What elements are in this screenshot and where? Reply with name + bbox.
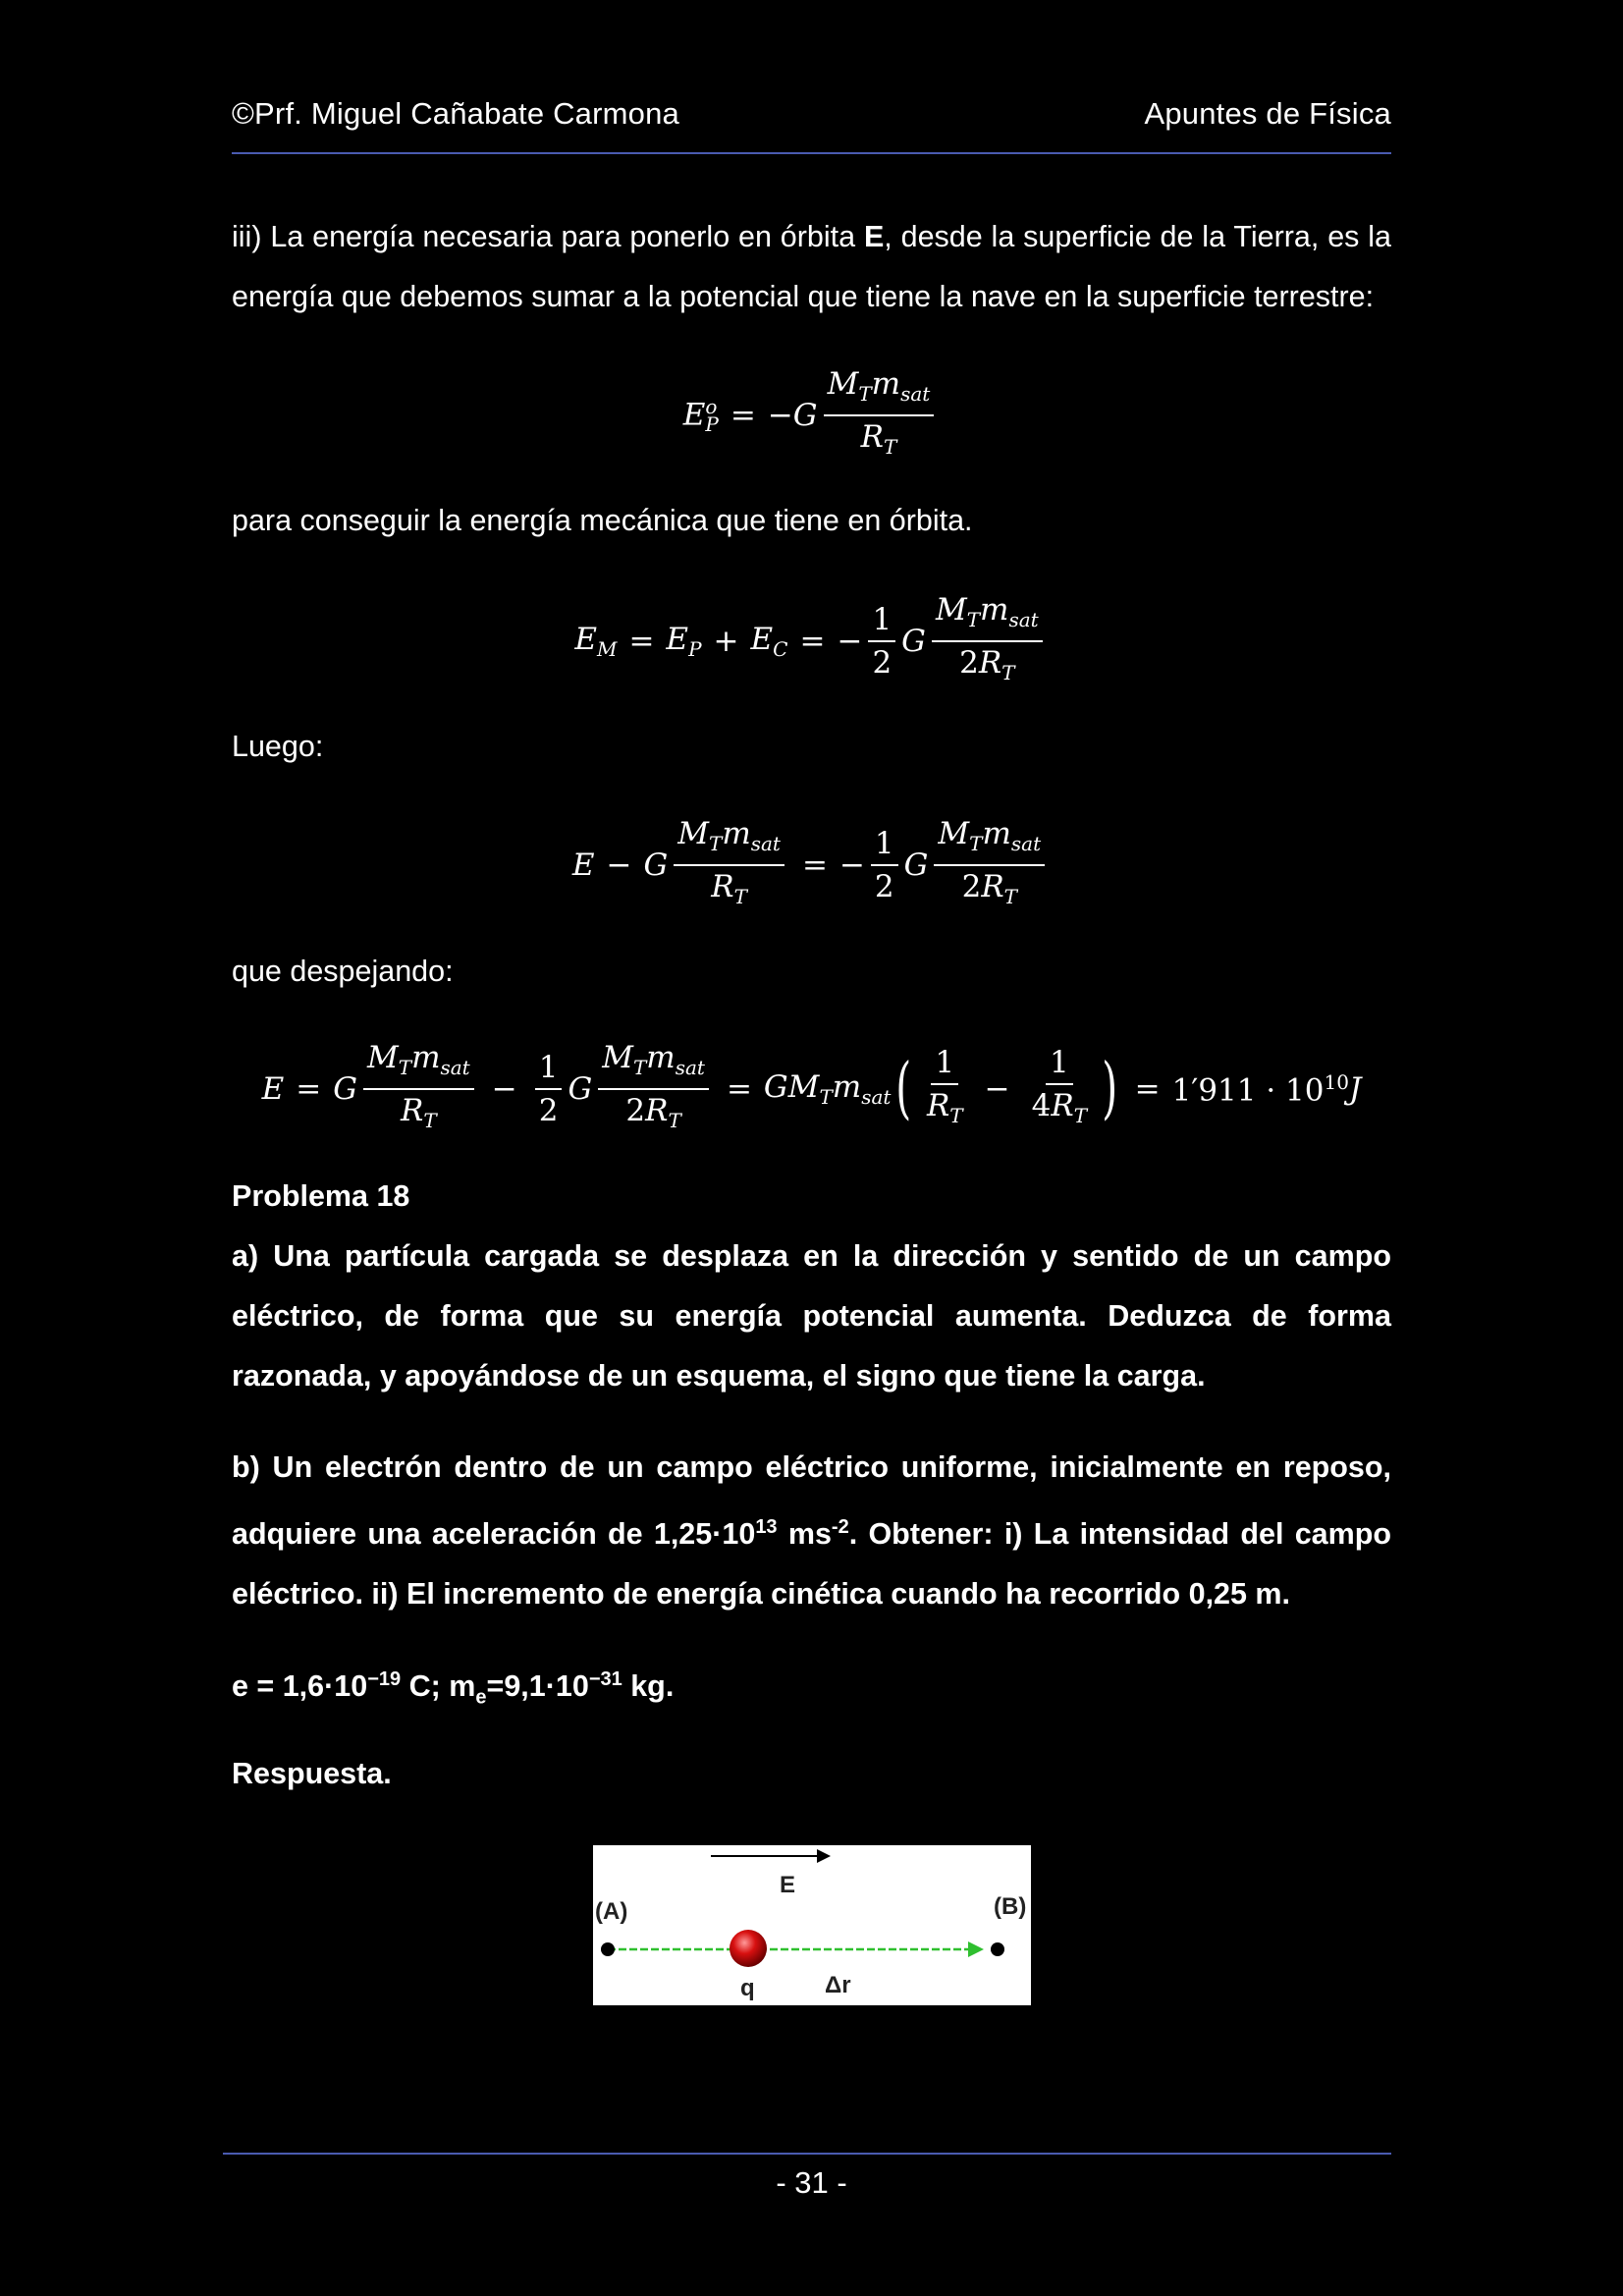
- point-b-label: (B): [994, 1893, 1027, 1920]
- result-value: 1′911 · 10: [1171, 1072, 1325, 1109]
- point-b-dot: [991, 1942, 1004, 1956]
- problem-text: b) Un electrón dentro de un campo eléctrico uniforme, inicialmente en reposo, adquiere una aceleración de 1,25·10: [232, 1450, 1391, 1552]
- equation-potential-energy: $E^o_P$ = −G $\frac{M_Tm_{sat}}{R_T}$: [232, 365, 1391, 465]
- subscript: e: [475, 1686, 487, 1709]
- constant-text: C; m: [401, 1669, 476, 1704]
- charge-ball: [730, 1930, 767, 1967]
- displacement-label: Δr: [825, 1972, 851, 1998]
- problem-part-b: [232, 1438, 1391, 1624]
- constant-text: e = 1,6·10: [232, 1669, 368, 1704]
- charge-label: q: [740, 1975, 755, 2001]
- result-unit: J: [1348, 1071, 1362, 1108]
- field-label: E: [780, 1872, 796, 1898]
- problem-title: Problema 18: [232, 1179, 410, 1213]
- point-a-label: (A): [595, 1898, 628, 1925]
- paragraph-energy-orbit: [232, 207, 1391, 327]
- equation-energy-result: E = G $\frac{M_Tm_{sat}}{R_T}$ − $\frac{1}{2}$ G $\frac{M_Tm_{sat}}{2R_T}$ = $GM_Tm_{sat}$ ( $\frac{1}{R_T}$ − $\frac{1}{4R_T}$ ) = $1'911 \cdot 10^{10}$ J: [261, 1040, 1362, 1133]
- exponent: −19: [367, 1668, 402, 1690]
- field-diagram: [593, 1845, 1031, 2005]
- paragraph-mechanical: para conseguir la energía mecánica que tiene en órbita.: [232, 504, 973, 537]
- point-a-dot: [601, 1942, 615, 1956]
- exponent: 13: [755, 1516, 778, 1538]
- answer-label: Respuesta.: [232, 1757, 392, 1790]
- footer-rule: [223, 2153, 1391, 2155]
- problem-text: ms: [777, 1517, 832, 1552]
- paragraph-luego: Luego:: [232, 730, 324, 763]
- header-author: ©Prf. Miguel Cañabate Carmona: [232, 96, 679, 131]
- displacement-arrowhead-icon: [968, 1941, 984, 1957]
- page-number: - 31 -: [776, 2165, 847, 2200]
- paragraph-text: , desde la superficie de la Tierra, es la energía que debemos sumar a la potencial que tiene la nave en la superficie terrestre:: [232, 220, 1391, 313]
- paragraph-despejando: que despejando:: [232, 955, 454, 988]
- header-subject: Apuntes de Física: [1144, 96, 1391, 131]
- energy-symbol: E: [863, 220, 885, 253]
- field-arrowhead-icon: [817, 1849, 831, 1863]
- paragraph-text: iii) La energía necesaria para ponerlo en órbita: [232, 220, 864, 253]
- problem-part-a: a) Una partícula cargada se desplaza en la dirección y sentido de un campo eléctrico, de forma que su energía potencial aumenta. Deduzca de forma razonada, y apoyándose de un esquema, el signo que tiene la carga.: [232, 1239, 1391, 1393]
- constant-text: kg.: [622, 1669, 675, 1704]
- problem-constants: [232, 1650, 1391, 1727]
- exponent: −31: [588, 1668, 622, 1690]
- problem-text: . Obtener: i) La intensidad del campo eléctrico. ii) El incremento de energía cinética cuando ha recorrido 0,25 m.: [232, 1517, 1391, 1612]
- equation-mechanical-energy: $E_M$ = $E_P$ + $E_C$ = − $\frac{1}{2}$ G $\frac{M_Tm_{sat}}{2R_T}$: [232, 591, 1391, 691]
- header-rule: [232, 152, 1391, 154]
- result-exponent: 10: [1324, 1070, 1349, 1095]
- equation-energy-balance: E − G $\frac{M_Tm_{sat}}{R_T}$ = − $\frac{1}{2}$ G $\frac{M_Tm_{sat}}{2R_T}$: [232, 815, 1391, 915]
- constant-text: =9,1·10: [486, 1669, 589, 1704]
- exponent: -2: [831, 1516, 849, 1538]
